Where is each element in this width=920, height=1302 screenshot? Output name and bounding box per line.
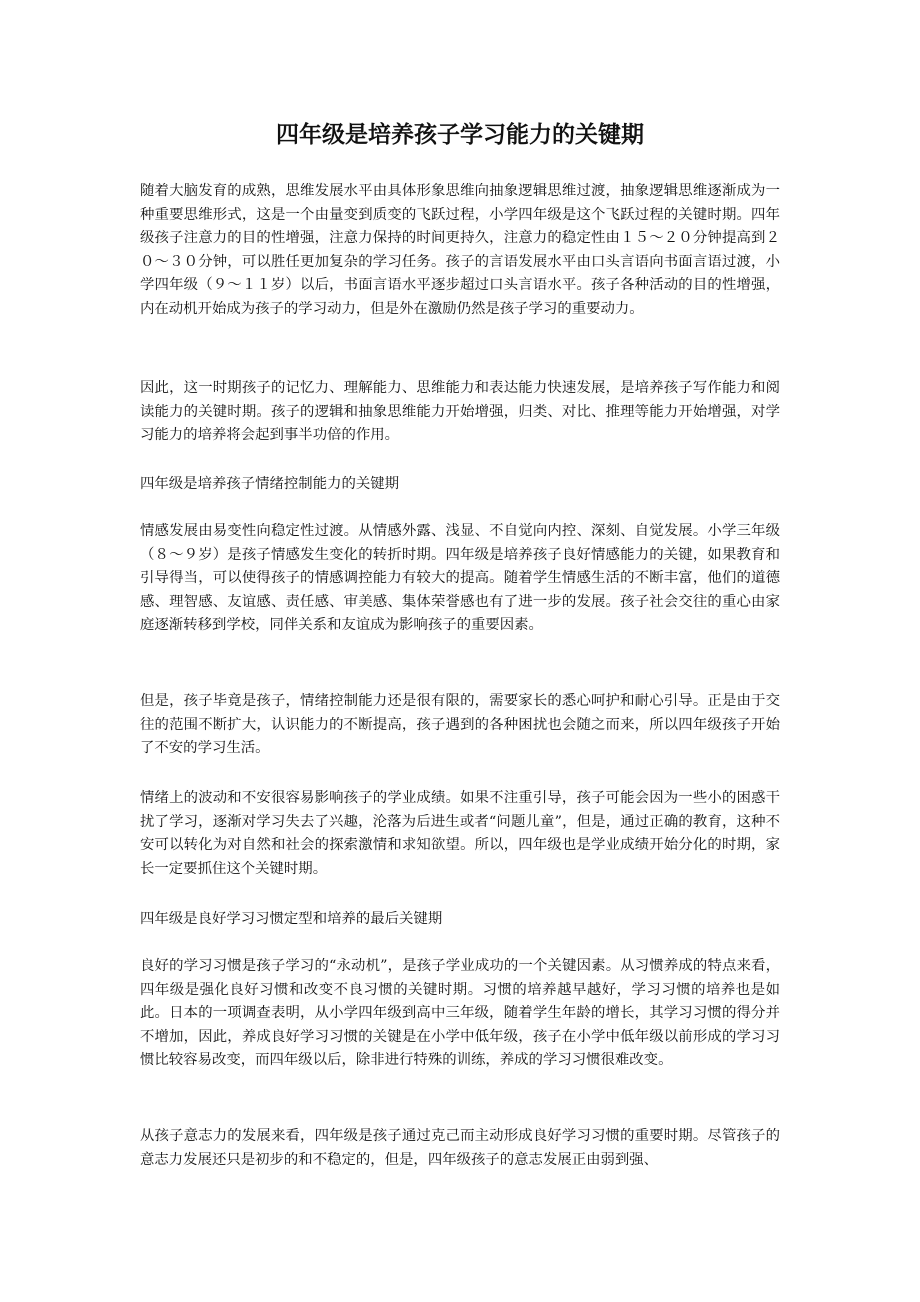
paragraph-willpower: 从孩子意志力的发展来看，四年级是孩子通过克己而主动形成良好学习习惯的重要时期。尽管孩子的意志力发展还只是初步的和不稳定的，但是，四年级孩子的意志发展正由弱到强、 (140, 1128, 780, 1168)
section-heading-emotion-control: 四年级是培养孩子情绪控制能力的关键期 (140, 476, 400, 492)
paragraph-emotion-guidance: 但是，孩子毕竟是孩子，情绪控制能力还是很有限的，需要家长的悉心呵护和耐心引导。正是由于交往的范围不断扩大，认识能力的不断提高，孩子遇到的各种困扰也会随之而来，所以四年级孩子开始了不安的学习生活。 (140, 693, 780, 756)
paragraph-cognitive-development: 随着大脑发育的成熟，思维发展水平由具体形象思维向抽象逻辑思维过渡，抽象逻辑思维逐渐成为一种重要思维形式，这是一个由量变到质变的飞跃过程，小学四年级是这个飞跃过程的关键时期。四年级孩子注意力的目的性增强，注意力保持的时间更持久，注意力的稳定性由１５～２０分钟提高到２０～３０分钟，可以胜任更加复杂的学习任务。孩子的言语发展水平由口头言语向书面言语过渡，小学四年级（９～１１岁）以后，书面言语水平逐步超过口头言语水平。孩子各种活动的目的性增强，内在动机开始成为孩子的学习动力，但是外在激励仍然是孩子学习的重要动力。 (140, 183, 780, 317)
paragraph-key-period-abilities: 因此，这一时期孩子的记忆力、理解能力、思维能力和表达能力快速发展，是培养孩子写作能力和阅读能力的关键时期。孩子的逻辑和抽象思维能力开始增强，归类、对比、推理等能力开始增强，对学习能力的培养将会起到事半功倍的作用。 (140, 380, 780, 443)
page-title: 四年级是培养孩子学习能力的关键期 (276, 121, 644, 148)
paragraph-emotion-academic-impact: 情绪上的波动和不安很容易影响孩子的学业成绩。如果不注重引导，孩子可能会因为一些小的困惑干扰了学习，逐渐对学习失去了兴趣，沦落为后进生或者“问题儿童”，但是，通过正确的教育，这种不安可以转化为对自然和社会的探索激情和求知欲望。所以，四年级也是学业成绩开始分化的时期，家长一定要抓住这个关键时期。 (140, 790, 780, 877)
section-heading-study-habits: 四年级是良好学习习惯定型和培养的最后关键期 (140, 911, 443, 927)
paragraph-study-habits: 良好的学习习惯是孩子学习的“永动机”，是孩子学业成功的一个关键因素。从习惯养成的特点来看，四年级是强化良好习惯和改变不良习惯的关键时期。习惯的培养越早越好，学习习惯的培养也是如此。日本的一项调查表明，从小学四年级到高中三年级，随着学生年龄的增长，其学习习惯的得分并不增加，因此，养成良好学习习惯的关键是在小学中低年级，孩子在小学中低年级以前形成的学习习惯比较容易改变，而四年级以后，除非进行特殊的训练，养成的学习习惯很难改变。 (140, 958, 780, 1068)
paragraph-emotional-development: 情感发展由易变性向稳定性过渡。从情感外露、浅显、不自觉向内控、深刻、自觉发展。小学三年级（８～９岁）是孩子情感发生变化的转折时期。四年级是培养孩子良好情感能力的关键，如果教育和引导得当，可以使得孩子的情感调控能力有较大的提高。随着学生情感生活的不断丰富，他们的道德感、理智感、友谊感、责任感、审美感、集体荣誉感也有了进一步的发展。孩子社会交往的重心由家庭逐渐转移到学校，同伴关系和友谊成为影响孩子的重要因素。 (140, 523, 780, 633)
